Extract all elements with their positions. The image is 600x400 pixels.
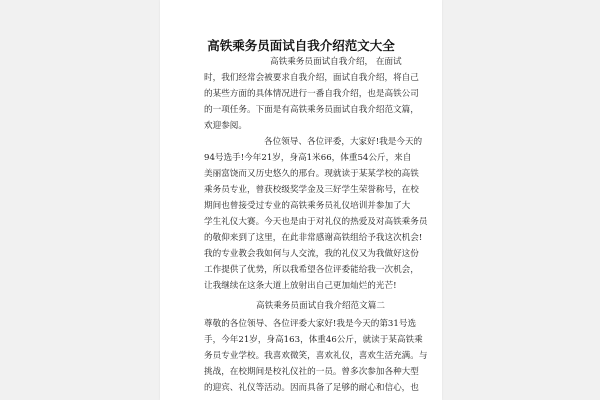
paragraph-line: 尊敬的各位领导、各位评委大家好!我是今天的第31号选: [204, 319, 417, 329]
paragraph-line: 手，今年21岁，身高163，体重46公斤，就读于某高铁乘: [204, 335, 423, 345]
paragraph-line: 的某些方面的具体情况进行一番自我介绍，也是高铁公司: [204, 89, 419, 99]
paragraph-line: 让我继续在这条大道上放射出自己更加灿烂的光芒!: [204, 281, 397, 291]
paragraph-line: 时，我们经常会被要求自我介绍，面试自我介绍，将自己: [204, 73, 419, 83]
paragraph-line: 乘务员专业，曾获校级奖学金及三好学生荣誉称号，在校: [204, 185, 419, 195]
paragraph-line: 美丽富饶而又历史悠久的邢台。现就读于某某学校的高铁: [204, 169, 419, 179]
paragraph-line: 我的专业教会我如何与人交流，我的礼仪又为我做好这份: [204, 249, 419, 259]
paragraph-line: 的迎宾、礼仪等活动。因而具备了足够的耐心和信心，也: [204, 383, 419, 393]
section-heading: 高铁乘务员面试自我介绍范文篇二: [256, 301, 385, 311]
document-title: 高铁乘务员面试自我介绍范文大全: [207, 38, 395, 53]
paragraph-line: 高铁乘务员面试自我介绍， 在面试: [270, 57, 402, 67]
paragraph-line: 94号选手!今年21岁，身高1米66，体重54公斤，来自: [204, 153, 412, 163]
paragraph-line: 学生礼仪大赛。今天也是由于对礼仪的热爱及对高铁乘务员: [204, 217, 428, 227]
paragraph-line: 期间也曾接受过专业的高铁乘务员礼仪培训并参加了大: [204, 201, 411, 211]
paragraph-line: 的一项任务。下面是有高铁乘务员面试自我介绍范文篇，: [204, 105, 419, 115]
paragraph-line: 工作提供了优势，所以我希望各位评委能给我一次机会，: [204, 265, 419, 275]
paragraph-line: 各位领导、各位评委，大家好!我是今天的: [264, 137, 423, 147]
paragraph-line: 的敬仰来到了这里，在此非常感谢高铁组给予我这次机会!: [204, 233, 423, 243]
paragraph-line: 欢迎参阅。: [204, 121, 247, 131]
paragraph-line: 务员专业学校。我喜欢微笑，喜欢礼仪，喜欢生活充满。与: [204, 351, 428, 361]
document-page: [160, 0, 442, 400]
paragraph-line: 挑战，在校期间是校礼仪社的一员。曾多次参加各种大型: [204, 367, 419, 377]
